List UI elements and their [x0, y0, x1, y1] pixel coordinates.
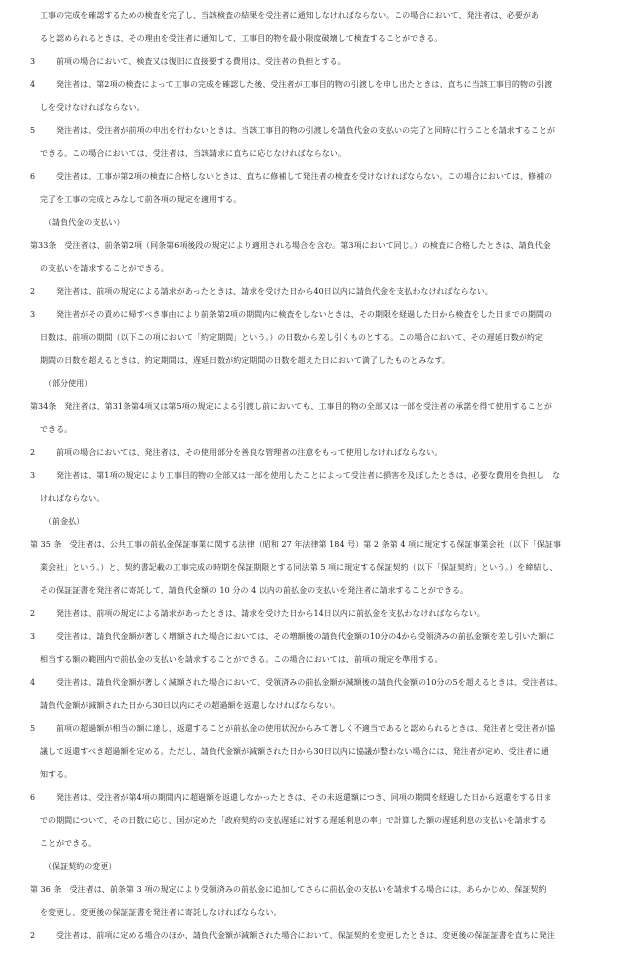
clause-item [30, 447, 614, 470]
clause-item [30, 125, 614, 148]
clause-text: 発注者は、前項の規定による請求があったときは、請求を受けた日から40日以内に請負代金を支払わなければならない。 [56, 287, 493, 296]
clause-number: 2 [30, 931, 36, 940]
continuation-line: 日数は、前項の期間（以下この項において「約定期間」という。）の日数から差し引くものとする。この場合において、その遅延日数が約定 [40, 333, 543, 342]
clause-number: 4 [30, 80, 36, 89]
clause-text: 前項の超過額が相当の額に達し、返還することが前払金の使用状況からみて著しく不適当であると認められるときは、発注者と受注者が協 [56, 724, 556, 733]
continuation-line: 相当する額の範囲内で前払金の支払いを請求することができる。この場合においては、前項の規定を準用する。 [40, 655, 443, 664]
continuation-line: での期間について、その日数に応じ、国が定めた「政府契約の支払遅延に対する遅延利息の率」で計算した額の遅延利息の支払いを請求する [40, 816, 547, 825]
continuation-line: 議して返還すべき超過額を定める。ただし、請負代金額が減額された日から30日以内に協議が整わない場合には、発注者が定め、受注者に通 [40, 747, 549, 756]
clause-text: 受注者は、工事が第2項の検査に合格しないときは、直ちに修補して発注者の検査を受けなければならない。この場合においては、修補の [56, 172, 553, 181]
continuation-line: を変更し、変更後の保証証書を発注者に寄託しなければならない。 [40, 908, 282, 917]
clause-number: 2 [30, 448, 36, 457]
clause-item [30, 286, 614, 309]
continuation-line: その保証証書を発注者に寄託して、請負代金額の 10 分の 4 以内の前払金の支払いを発注者に請求することができる。 [40, 586, 469, 595]
clause-text: 発注者は、第1項の規定により工事目的物の全部又は一部を使用したことによって受注者に損害を及ぼしたときは、必要な費用を負担し な [56, 471, 561, 480]
clause-number: 2 [30, 609, 36, 618]
continuation-line: ことができる。 [40, 839, 97, 848]
clause-number: 3 [30, 310, 36, 319]
article-line: 第 35 条 受注者は、公共工事の前払金保証事業に関する法律（昭和 27 年法律第 184 号）第 2 条第 4 項に規定する保証事業会社（以下「保証事 [30, 540, 562, 549]
clause-number: 3 [30, 632, 36, 641]
clause-item [30, 792, 614, 815]
clause-text: 発注者がその責めに帰すべき事由により前条第2項の期間内に検査をしないときは、その期限を経過した日から検査をした日までの期間の [56, 310, 553, 319]
article-line: 第33条 受注者は、前条第2項（同条第6項後段の規定により適用される場合を含む。第3項において同じ。）の検査に合格したときは、請負代金 [30, 241, 551, 250]
clause-item [30, 56, 614, 79]
clause-item [30, 608, 614, 631]
clause-item [30, 723, 614, 746]
clause-text: 発注者は、受注者が第4項の期間内に超過額を返還しなかったときは、その未返還額につき、同項の期間を経過した日から返還をする日ま [56, 793, 552, 802]
section-heading: （部分使用） [44, 379, 93, 388]
clause-text: 発注者は、前項の規定による請求があったときは、請求を受けた日から14日以内に前払金を支払わなければならない。 [56, 609, 485, 618]
clause-number: 3 [30, 57, 36, 66]
section-heading: （前金払） [44, 517, 85, 526]
section-heading: （保証契約の変更） [44, 862, 117, 871]
section-heading: （請負代金の支払い） [44, 218, 125, 227]
clause-item [30, 631, 614, 654]
clause-item [30, 171, 614, 194]
continuation-line: できる。 [40, 425, 73, 434]
continuation-line: 知する。 [40, 770, 73, 779]
continuation-line: できる。この場合においては、受注者は、当該請求に直ちに応じなければならない。 [40, 149, 346, 158]
article-line: 第34条 発注者は、第31条第4項又は第5項の規定による引渡し前においても、工事目的物の全部又は一部を受注者の承諾を得て使用することが [30, 402, 552, 411]
clause-text: 発注者は、第2項の検査によって工事の完成を確認した後、受注者が工事目的物の引渡しを申し出たときは、直ちに当該工事目的物の引渡 [56, 80, 553, 89]
article-line: 第 36 条 受注者は、前条第 3 項の規定により受領済みの前払金に追加してさらに前払金の支払いを請求する場合には、あらかじめ、保証契約 [30, 885, 547, 894]
continuation-line: 期間の日数を超えるときは、約定期間は、遅延日数が約定期間の日数を超えた日において満了したものとみなす。 [40, 356, 450, 365]
clause-number: 5 [30, 126, 36, 135]
clause-item [30, 309, 614, 332]
continuation-line: ると認められるときは、その理由を受注者に通知して、工事目的物を最小限度破壊して検査することができる。 [40, 34, 443, 43]
continuation-line: しを受けなければならない。 [40, 103, 145, 112]
continuation-line: 工事の完成を確認するための検査を完了し、当該検査の結果を受注者に通知しなければならない。この場合において、発注者は、必要があ [40, 11, 539, 20]
clause-number: 3 [30, 471, 36, 480]
continuation-line: 業会社」という。）と、契約書記載の工事完成の時期を保証期限とする同法第 5 項に規定する保証契約（以下「保証契約」という。）を締結し、 [40, 563, 558, 572]
clause-text: 受注者は、請負代金額が著しく減額された場合において、受領済みの前払金額が減額後の請負代金額の10分の5を超えるときは、受注者は、 [56, 678, 563, 687]
clause-text: 発注者は、受注者が前項の申出を行わないときは、当該工事目的物の引渡しを請負代金の支払いの完了と同時に行うことを請求することが [56, 126, 556, 135]
clause-item [30, 470, 614, 493]
clause-text: 受注者は、前項に定める場合のほか、請負代金額が減額された場合において、保証契約を変更したときは、変更後の保証証書を直ちに発注 [56, 931, 555, 940]
clause-number: 6 [30, 793, 36, 802]
clause-item [30, 930, 614, 953]
continuation-line: の支払いを請求することができる。 [40, 264, 169, 273]
continuation-line: 完了を工事の完成とみなして前各項の規定を適用する。 [40, 195, 242, 204]
clause-number: 4 [30, 678, 36, 687]
clause-text: 前項の場合においては、発注者は、その使用部分を善良な管理者の注意をもって使用しなければならない。 [56, 448, 443, 457]
clause-number: 5 [30, 724, 36, 733]
clause-number: 2 [30, 287, 36, 296]
clause-item [30, 79, 614, 102]
continuation-line: 請負代金額が減額された日から30日以内にその超過額を返還しなければならない。 [40, 701, 341, 710]
clause-item [30, 677, 614, 700]
clause-text: 前項の場合において、検査又は復旧に直接要する費用は、受注者の負担とする。 [56, 57, 346, 66]
clause-text: 受注者は、請負代金額が著しく増額された場合においては、その増額後の請負代金額の10分の4から受領済みの前払金額を差し引いた額に [56, 632, 555, 641]
continuation-line: ければならない。 [40, 494, 105, 503]
clause-number: 6 [30, 172, 36, 181]
